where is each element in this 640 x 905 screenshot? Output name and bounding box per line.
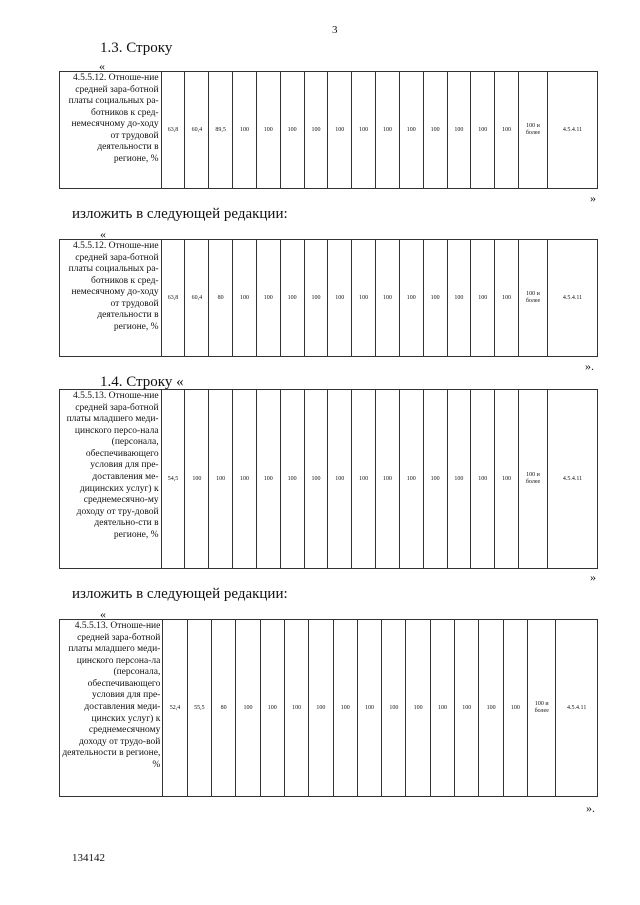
open-quote-1: «: [99, 59, 105, 73]
value-cell: 100: [233, 72, 257, 189]
value-cell: 100: [471, 390, 495, 569]
value-cell: 100: [471, 72, 495, 189]
value-cell: 100: [399, 390, 423, 569]
value-cell: 100: [280, 390, 304, 569]
value-cell: 100: [447, 72, 471, 189]
value-cell: 100: [495, 72, 519, 189]
value-cell: 100: [256, 72, 280, 189]
value-cell: 63,8: [161, 72, 185, 189]
value-cell: 89,5: [209, 72, 233, 189]
value-cell: 100: [430, 620, 454, 797]
value-cell: 100: [304, 240, 328, 357]
value-cell: 100: [284, 620, 308, 797]
value-cell: 55,5: [187, 620, 211, 797]
value-cell: 100: [357, 620, 381, 797]
reference-code-cell: 4.5.4.11: [548, 390, 598, 569]
value-cell: 100: [399, 72, 423, 189]
last-value-cell: 100 и более: [519, 72, 548, 189]
section-heading-1-3: 1.3. Строку: [100, 40, 173, 56]
value-cell: 100: [185, 390, 209, 569]
value-cell: 100: [376, 240, 400, 357]
value-cell: 100: [352, 390, 376, 569]
value-cell: 100: [304, 72, 328, 189]
indicator-description: 4.5.5.13. Отноше-ние средней зара-ботной платы младшего меди-цинского персо-нала (персонала, обеспечивающего условия для пре-доставления ме-дицинских услуг) к среднемесячно-му доходу от тру-довой деятельно-сти в регионе, %: [60, 390, 162, 569]
value-cell: 100: [236, 620, 260, 797]
value-cell: 100: [382, 620, 406, 797]
value-cell: 63,8: [161, 240, 185, 357]
table-row: [60, 72, 598, 189]
value-cell: 100: [328, 390, 352, 569]
value-cell: 100: [256, 240, 280, 357]
indicator-table-new-4-5-5-12: [59, 239, 598, 357]
reference-code-cell: 4.5.4.11: [556, 620, 598, 797]
value-cell: 100: [256, 390, 280, 569]
value-cell: 100: [328, 72, 352, 189]
value-cell: 54,5: [161, 390, 185, 569]
table-row: [60, 390, 598, 569]
value-cell: 100: [503, 620, 527, 797]
indicator-description: 4.5.5.13. Отноше-ние средней зара-ботной платы младшего меди-цинского персона-ла (персонала, обеспечивающего условия для пре-доставления меди-цинских услуг) к среднемесячному доходу от трудо-вой деятельности в регионе, %: [60, 620, 163, 797]
section-heading-new-edition-2: изложить в следующей редакции:: [72, 586, 288, 602]
value-cell: 100: [423, 72, 447, 189]
close-quote-1: »: [590, 191, 596, 205]
reference-code-cell: 4.5.4.11: [548, 72, 598, 189]
last-value-cell: 100 и более: [519, 240, 548, 357]
value-cell: 100: [376, 72, 400, 189]
value-cell: 100: [423, 240, 447, 357]
value-cell: 100: [447, 390, 471, 569]
value-cell: 80: [209, 240, 233, 357]
value-cell: 60,4: [185, 240, 209, 357]
indicator-table-old-4-5-5-12: [59, 71, 598, 189]
open-quote-4: «: [100, 607, 106, 621]
close-quote-4: ».: [586, 801, 595, 815]
reference-code-cell: 4.5.4.11: [548, 240, 598, 357]
table-row: [60, 620, 598, 797]
value-cell: 100: [260, 620, 284, 797]
indicator-description: 4.5.5.12. Отноше-ние средней зара-ботной платы социальных ра-ботников к сред-немесячному до-ходу от трудовой деятельности в регионе, %: [60, 240, 162, 357]
close-quote-3: »: [590, 570, 596, 584]
value-cell: 100: [447, 240, 471, 357]
value-cell: 100: [209, 390, 233, 569]
section-heading-new-edition-1: изложить в следующей редакции:: [72, 206, 288, 222]
value-cell: 100: [406, 620, 430, 797]
value-cell: 52,4: [163, 620, 187, 797]
value-cell: 100: [304, 390, 328, 569]
table-row: [60, 240, 598, 357]
last-value-cell: 100 и более: [528, 620, 556, 797]
value-cell: 100: [495, 240, 519, 357]
page-number: 3: [332, 24, 338, 36]
indicator-table-old-4-5-5-13: [59, 389, 598, 569]
value-cell: 100: [495, 390, 519, 569]
value-cell: 100: [333, 620, 357, 797]
value-cell: 100: [352, 240, 376, 357]
indicator-table-new-4-5-5-13: [59, 619, 598, 797]
value-cell: 100: [309, 620, 333, 797]
last-value-cell: 100 и более: [519, 390, 548, 569]
value-cell: 100: [352, 72, 376, 189]
value-cell: 100: [479, 620, 503, 797]
value-cell: 100: [280, 240, 304, 357]
section-heading-1-4: 1.4. Строку «: [100, 374, 184, 390]
close-quote-2: ».: [585, 359, 594, 373]
value-cell: 80: [211, 620, 235, 797]
value-cell: 100: [471, 240, 495, 357]
value-cell: 60,4: [185, 72, 209, 189]
value-cell: 100: [455, 620, 479, 797]
indicator-description: 4.5.5.12. Отноше-ние средней зара-ботной платы социальных ра-ботников к сред-немесячному до-ходу от трудовой деятельности в регионе, %: [60, 72, 162, 189]
value-cell: 100: [328, 240, 352, 357]
value-cell: 100: [376, 390, 400, 569]
value-cell: 100: [399, 240, 423, 357]
value-cell: 100: [233, 390, 257, 569]
open-quote-2: «: [100, 227, 106, 241]
value-cell: 100: [423, 390, 447, 569]
value-cell: 100: [233, 240, 257, 357]
document-footer-number: 134142: [72, 852, 105, 864]
value-cell: 100: [280, 72, 304, 189]
